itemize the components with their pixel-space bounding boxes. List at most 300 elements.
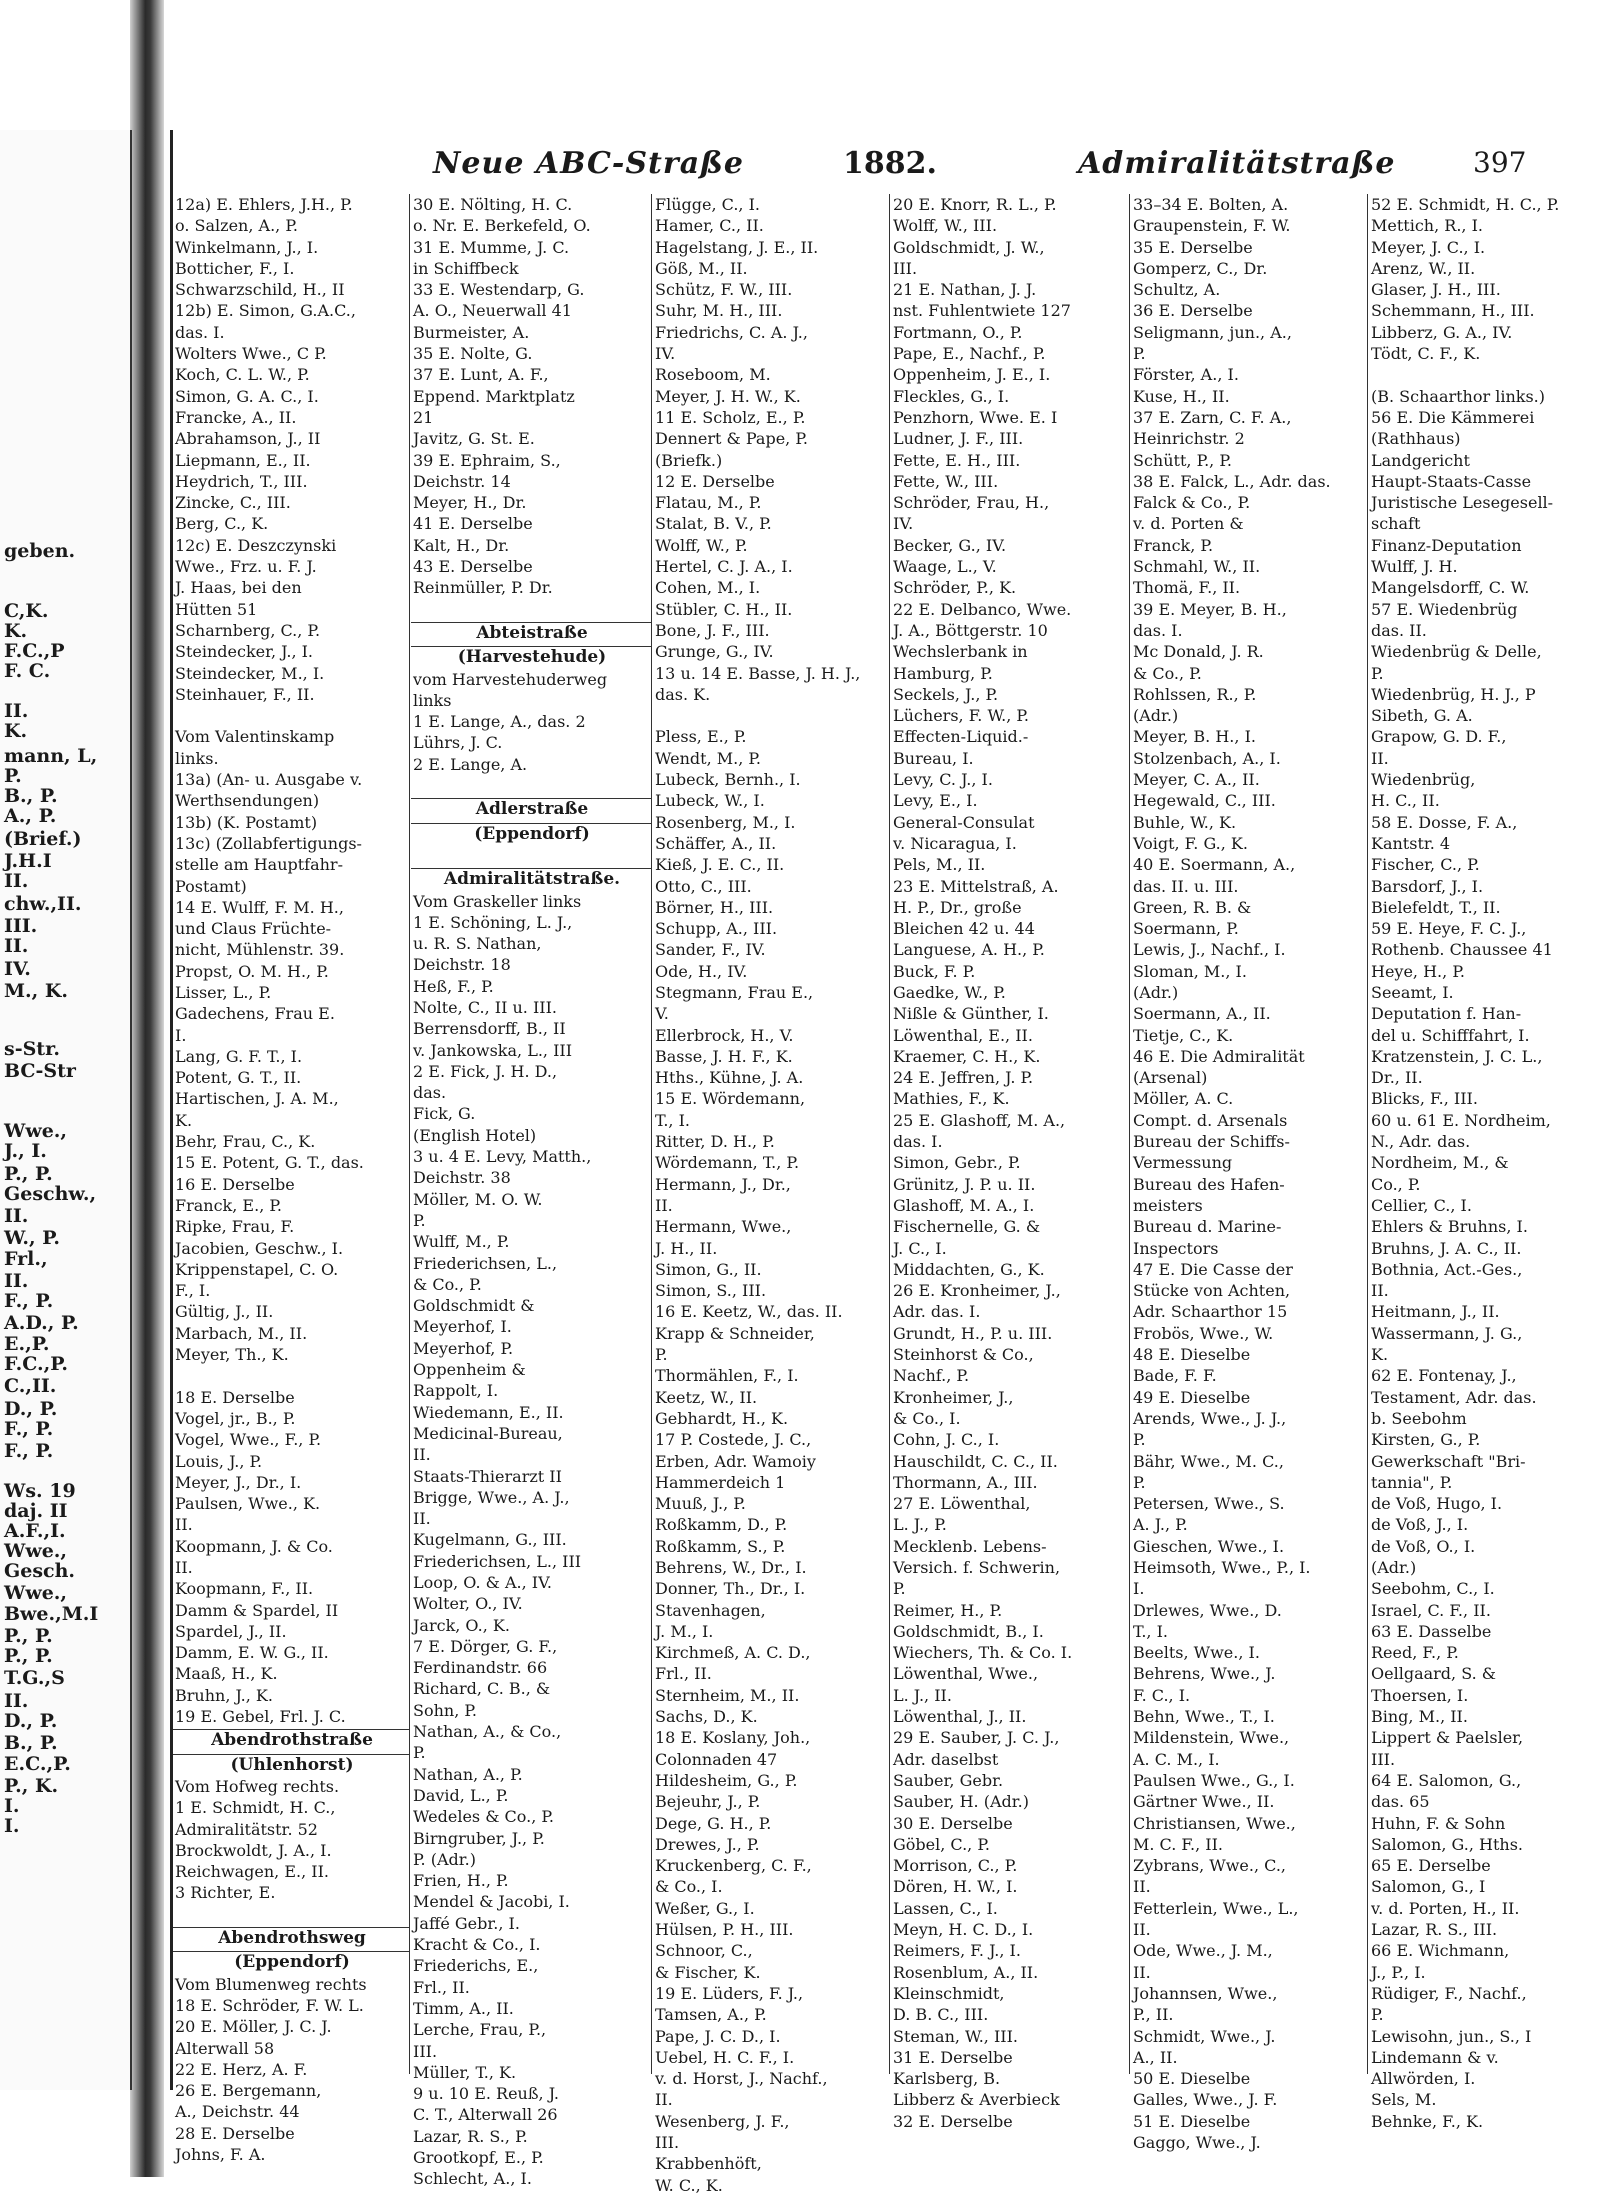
directory-entry: 36 E. Derselbe	[1133, 301, 1253, 321]
directory-entry: General-Consulat	[893, 812, 1035, 832]
directory-entry: Keetz, W., II.	[655, 1387, 758, 1407]
left-page-text: Wwe.,	[4, 1582, 68, 1604]
directory-entry: Hamburg, P.	[893, 663, 993, 683]
directory-entry: Gültig, J., II.	[175, 1302, 274, 1322]
directory-entry: Hartischen, J. A. M.,	[175, 1089, 339, 1109]
directory-entry: Möller, A. C.	[1133, 1089, 1234, 1109]
directory-entry: Wolff, W., III.	[893, 216, 998, 236]
directory-entry: das. 65	[1371, 1792, 1430, 1812]
directory-entry: Krapp & Schneider,	[655, 1323, 815, 1343]
directory-entry: Israel, C. F., II.	[1371, 1600, 1491, 1620]
directory-entry: Burmeister, A.	[413, 322, 530, 342]
directory-entry: Stübler, C. H., II.	[655, 599, 793, 619]
directory-entry: 31 E. Mumme, J. C.	[413, 237, 570, 257]
directory-entry: 21 E. Nathan, J. J.	[893, 280, 1037, 300]
directory-entry: Mecklenb. Lebens-	[893, 1536, 1047, 1556]
directory-entry: 31 E. Derselbe	[893, 2047, 1013, 2067]
directory-entry: 15 E. Wördemann,	[655, 1089, 806, 1109]
directory-entry: Fette, W., III.	[893, 471, 999, 491]
directory-entry: Heimsoth, Wwe., P., I.	[1133, 1558, 1311, 1577]
directory-entry: Winkelmann, J., I.	[175, 237, 319, 257]
directory-entry: & Fischer, K.	[655, 1962, 761, 1982]
directory-entry: 3 Richter, E.	[175, 1883, 276, 1903]
directory-entry: Wördemann, T., P.	[655, 1153, 800, 1173]
directory-entry: Vogel, Wwe., F., P.	[175, 1430, 322, 1450]
directory-entry: b. Seebohm	[1371, 1408, 1467, 1428]
directory-entry: Berrensdorff, B., II	[413, 1019, 566, 1039]
left-page-text: D., P.	[4, 1710, 58, 1732]
directory-entry: 22 E. Herz, A. F.	[175, 2059, 308, 2079]
left-page-text: P.	[4, 765, 22, 787]
directory-entry: Pels, M., II.	[893, 855, 986, 875]
directory-entry	[173, 1365, 409, 1386]
directory-entry: in Schiffbeck	[413, 258, 519, 278]
directory-entry: 58 E. Dosse, F. A.,	[1371, 812, 1518, 832]
directory-entry: V.	[655, 1004, 669, 1024]
directory-entry: 13a) (An- u. Ausgabe v.	[175, 770, 363, 790]
directory-entry: v. Nicaragua, I.	[893, 833, 1017, 853]
directory-entry: Lang, G. F. T., I.	[175, 1046, 303, 1066]
directory-entry: Green, R. B. &	[1133, 897, 1252, 917]
directory-entry: Hamer, C., II.	[655, 216, 764, 236]
directory-entry: 65 E. Derselbe	[1371, 1856, 1491, 1876]
directory-entry: Vom Graskeller links	[413, 891, 582, 911]
directory-entry: Simon, G. A. C., I.	[175, 386, 319, 406]
left-page-text: M., K.	[4, 980, 69, 1002]
directory-entry: Bone, J. F., III.	[655, 620, 770, 640]
directory-entry: Liepmann, E., II.	[175, 450, 311, 470]
directory-entry: Sloman, M., I.	[1133, 961, 1247, 981]
directory-entry: Göbel, C., P.	[893, 1834, 990, 1854]
directory-entry: Cohn, J. C., I.	[893, 1430, 1000, 1450]
directory-entry: Sibeth, G. A.	[1371, 706, 1473, 726]
directory-entry: Cellier, C., I.	[1371, 1195, 1472, 1215]
directory-entry: das. I.	[1133, 620, 1183, 640]
directory-entry: Marbach, M., II.	[175, 1323, 308, 1343]
directory-entry: (B. Schaarthor links.)	[1371, 386, 1545, 406]
directory-entry: Mathies, F., K.	[893, 1089, 1010, 1109]
directory-entry: Alterwall 58	[175, 2038, 275, 2058]
directory-entry: Bade, F. F.	[1133, 1366, 1217, 1386]
directory-entry: Erben, Adr. Wamoiy	[655, 1451, 816, 1471]
directory-entry: Goldschmidt, J. W.,	[893, 237, 1045, 257]
directory-entry: Nißle & Günther, I.	[893, 1004, 1049, 1024]
directory-entry: Hertel, C. J. A., I.	[655, 557, 793, 577]
directory-entry: links	[413, 690, 452, 710]
directory-entry: 3 u. 4 E. Levy, Matth.,	[413, 1147, 592, 1167]
directory-entry: Zincke, C., III.	[175, 493, 291, 513]
left-page-text: E.C.,P.	[4, 1753, 71, 1775]
page-number: 397	[1473, 146, 1527, 179]
directory-entry: (Adr.)	[1133, 706, 1179, 726]
directory-entry: Fetterlein, Wwe., L.,	[1133, 1898, 1299, 1918]
directory-entry: Beelts, Wwe., I.	[1133, 1643, 1260, 1663]
directory-entry: Dören, H. W., I.	[893, 1877, 1018, 1897]
directory-entry: Kratzenstein, J. C. L.,	[1371, 1046, 1543, 1066]
directory-entry: Heydrich, T., III.	[175, 471, 308, 491]
directory-entry: Koopmann, F., II.	[175, 1579, 314, 1599]
directory-entry: Arenz, W., II.	[1371, 258, 1476, 278]
left-page-text: P., K.	[4, 1775, 59, 1797]
directory-entry: Hegewald, C., III.	[1133, 791, 1276, 811]
directory-entry: Hermann, Wwe.,	[655, 1217, 792, 1237]
left-page-text: Frl.,	[4, 1248, 48, 1270]
directory-entry: Abendrothsweg	[173, 1927, 409, 1949]
directory-entry: 21	[413, 407, 434, 427]
left-page-text: P., P.	[4, 1625, 53, 1647]
directory-entry: Buhle, W., K.	[1133, 812, 1237, 832]
directory-entry: Nathan, A., & Co.,	[413, 1722, 562, 1742]
directory-entry: o. Nr. E. Berkefeld, O.	[413, 216, 591, 236]
directory-entry: Simon, G., II.	[655, 1259, 762, 1279]
directory-entry: 2 E. Lange, A.	[413, 754, 528, 774]
directory-entry: Francke, A., II.	[175, 407, 297, 427]
directory-entry: v. d. Horst, J., Nachf.,	[655, 2069, 828, 2089]
directory-entry: v. d. Porten &	[1133, 514, 1244, 534]
directory-entry: Waage, L., V.	[893, 557, 997, 577]
directory-entry: Compt. d. Arsenals	[1133, 1110, 1288, 1130]
left-page-text: s-Str.	[4, 1038, 60, 1060]
directory-entry: Ellerbrock, H., V.	[655, 1025, 794, 1045]
left-page-text: K.	[4, 620, 28, 642]
directory-entry: 33 E. Westendarp, G.	[413, 280, 585, 300]
left-page-text: Wwe.,	[4, 1540, 68, 1562]
directory-entry: 13 u. 14 E. Basse, J. H. J.,	[655, 663, 861, 683]
directory-entry: Schultz, A.	[1133, 280, 1221, 300]
directory-entry: 9 u. 10 E. Reuß, J.	[413, 2084, 559, 2104]
directory-entry: Steinhorst & Co.,	[893, 1345, 1034, 1365]
directory-entry: P.	[655, 1345, 668, 1365]
directory-entry: Pape, J. C. D., I.	[655, 2026, 781, 2046]
directory-entry: Meyerhof, P.	[413, 1338, 514, 1358]
directory-entry: II.	[1371, 1281, 1389, 1301]
directory-entry: Thoersen, I.	[1371, 1685, 1469, 1705]
directory-entry: Friederichs, E.,	[413, 1956, 539, 1976]
directory-entry: Soermann, P.	[1133, 919, 1239, 939]
directory-entry: Wiedenbrüg, H. J., P	[1371, 684, 1536, 704]
directory-entry: vom Harvestehuderweg	[413, 669, 608, 689]
directory-entry: Arends, Wwe., J. J.,	[1133, 1408, 1287, 1428]
directory-entry: Reed, F., P.	[1371, 1643, 1459, 1663]
directory-entry: W. C., K.	[655, 2175, 723, 2195]
directory-entry: 26 E. Bergemann,	[175, 2081, 322, 2101]
directory-entry: Wechslerbank in	[893, 642, 1028, 662]
directory-entry: III.	[413, 2041, 438, 2061]
directory-entry: 12 E. Derselbe	[655, 471, 775, 491]
directory-entry: II.	[1133, 1962, 1151, 1982]
directory-entry	[411, 775, 651, 796]
directory-entry: Förster, A., I.	[1133, 365, 1239, 385]
directory-entry: Propst, O. M. H., P.	[175, 961, 329, 981]
directory-entry: 15 E. Potent, G. T., das.	[175, 1153, 364, 1173]
directory-entry: Colonnaden 47	[655, 1749, 778, 1769]
directory-entry: IV.	[893, 514, 914, 534]
directory-entry: Karlsberg, B.	[893, 2069, 1001, 2089]
directory-entry: Damm, E. W. G., II.	[175, 1643, 329, 1663]
directory-entry: J. Haas, bei den	[175, 578, 302, 598]
directory-entry: Staats-Thierarzt II	[413, 1466, 562, 1486]
directory-entry: Huhn, F. & Sohn	[1371, 1813, 1506, 1833]
directory-entry: Schmidt, Wwe., J.	[1133, 2026, 1276, 2046]
directory-entry: Jacobien, Geschw., I.	[175, 1238, 344, 1258]
directory-entry: Roßkamm, D., P.	[655, 1515, 788, 1535]
directory-entry: Berg, C., K.	[175, 514, 269, 534]
directory-entry: 19 E. Gebel, Frl. J. C.	[175, 1707, 346, 1727]
directory-entry: Pape, E., Nachf., P.	[893, 344, 1046, 364]
directory-entry: 50 E. Dieselbe	[1133, 2069, 1251, 2089]
directory-entry: Gieschen, Wwe., I.	[1133, 1536, 1285, 1556]
directory-entry: Bureau, I.	[893, 748, 974, 768]
directory-entry: A., II.	[1133, 2047, 1178, 2067]
directory-entry: Schlecht, A., I.	[413, 2169, 532, 2189]
directory-entry: Haupt-Staats-Casse	[1371, 471, 1532, 491]
directory-entry: Postamt)	[175, 876, 247, 896]
directory-entry: Co., P.	[1371, 1174, 1421, 1194]
directory-entry: Brigge, Wwe., A. J.,	[413, 1487, 570, 1507]
directory-entry: L. J., II.	[893, 1685, 952, 1705]
directory-entry: Lerche, Frau, P.,	[413, 2020, 547, 2040]
directory-entry: Libberz & Averbieck	[893, 2090, 1060, 2110]
directory-entry: Stavenhagen,	[655, 1600, 766, 1620]
directory-entry: 24 E. Jeffren, J. P.	[893, 1068, 1034, 1088]
directory-entry: Oppenheim &	[413, 1360, 526, 1380]
directory-entry: 12a) E. Ehlers, J.H., P.	[175, 195, 353, 214]
directory-entry: Friedrichs, C. A. J.,	[655, 322, 808, 342]
directory-entry: 37 E. Lunt, A. F.,	[413, 365, 549, 385]
directory-entry: Frl., II.	[413, 1977, 470, 1997]
left-page-text: F., P.	[4, 1290, 54, 1312]
directory-entry: Lisser, L., P.	[175, 982, 272, 1002]
directory-entry: Potent, G. T., II.	[175, 1068, 302, 1088]
directory-entry: Vermessung	[1133, 1153, 1233, 1173]
directory-entry: & Co., P.	[413, 1274, 482, 1294]
directory-entry: II.	[175, 1515, 193, 1535]
directory-entry: Hildesheim, G., P.	[655, 1770, 798, 1790]
directory-entry: Nordheim, M., &	[1371, 1153, 1509, 1173]
header-left-street: Neue ABC-Straße	[433, 146, 745, 181]
directory-entry: Finanz-Deputation	[1371, 535, 1522, 555]
directory-entry: Rothenb. Chaussee 41	[1371, 940, 1553, 960]
directory-entry: 19 E. Lüders, F. J.,	[655, 1983, 804, 2003]
directory-entry: P.	[1133, 1430, 1146, 1450]
directory-entry: Middachten, G., K.	[893, 1259, 1045, 1279]
directory-entry: 1 E. Schöning, L. J.,	[413, 912, 573, 932]
directory-entry: Steindecker, M., I.	[175, 663, 325, 683]
directory-entry: I.	[175, 1025, 187, 1045]
directory-entry: Bleichen 42 u. 44	[893, 919, 1035, 939]
directory-entry: Dr., II.	[1371, 1068, 1423, 1088]
directory-entry: Friederichsen, L., III	[413, 1551, 582, 1571]
directory-entry: Glashoff, M. A., I.	[893, 1195, 1035, 1215]
directory-entry: Donner, Th., Dr., I.	[655, 1579, 806, 1599]
left-page-text: F.C.,P.	[4, 1353, 68, 1375]
directory-entry: Kalt, H., Dr.	[413, 535, 510, 555]
directory-entry: L. J., P.	[893, 1515, 947, 1535]
directory-entry: Damm & Spardel, II	[175, 1600, 339, 1620]
directory-entry: 12b) E. Simon, G.A.C.,	[175, 301, 356, 321]
directory-entry: II.	[1133, 1920, 1151, 1940]
directory-entry: Sachs, D., K.	[655, 1707, 758, 1727]
directory-entry: 1 E. Lange, A., das. 2	[413, 712, 586, 732]
directory-entry: Bejeuhr, J., P.	[655, 1792, 761, 1812]
directory-entry: Wiedenbrüg & Delle,	[1371, 642, 1542, 662]
directory-entry: Steinhauer, F., II.	[175, 684, 315, 704]
directory-entry: D. B. C., III.	[893, 2005, 989, 2025]
directory-entry: Petersen, Wwe., S.	[1133, 1494, 1285, 1514]
column-6	[1369, 194, 1593, 2131]
directory-entry	[173, 1904, 409, 1925]
directory-entry: Testament, Adr. das.	[1371, 1387, 1537, 1407]
directory-entry: Krabbenhöft,	[655, 2154, 762, 2174]
directory-entry: 16 E. Derselbe	[175, 1174, 295, 1194]
directory-entry: tannia", P.	[1371, 1472, 1453, 1492]
left-page-text: chw.,II.	[4, 893, 82, 915]
directory-entry: Levy, E., I.	[893, 791, 978, 811]
directory-entry: P.	[413, 1210, 426, 1230]
directory-entry: Mildenstein, Wwe.,	[1133, 1728, 1290, 1748]
directory-entry: Thomä, F., II.	[1133, 578, 1241, 598]
directory-entry: Salomon, G., I	[1371, 1877, 1486, 1897]
directory-entry: 32 E. Derselbe	[893, 2111, 1013, 2131]
directory-entry: 35 E. Nolte, G.	[413, 344, 533, 364]
left-page-text: D., P.	[4, 1398, 58, 1420]
directory-entry: Levy, C. J., I.	[893, 770, 993, 790]
directory-entry: J. A., Böttgerstr. 10	[893, 620, 1048, 640]
directory-entry: Johannsen, Wwe.,	[1133, 1983, 1278, 2003]
directory-entry: Javitz, G. St. E.	[413, 429, 535, 449]
directory-entry: Kuse, H., II.	[1133, 386, 1230, 406]
directory-entry: Flatau, M., P.	[655, 493, 762, 513]
directory-entry: Wolter, O., IV.	[413, 1594, 523, 1614]
directory-entry: Schnoor, C.,	[655, 1941, 753, 1961]
left-page-text: II.	[4, 935, 29, 957]
directory-entry: T., I.	[1133, 1621, 1168, 1641]
directory-entry: Thormann, A., III.	[893, 1472, 1038, 1492]
directory-entry: Löwenthal, E., II.	[893, 1025, 1033, 1045]
directory-entry: Behrens, Wwe., J.	[1133, 1664, 1276, 1684]
left-page-text: I.	[4, 1795, 20, 1817]
directory-entry: Loop, O. & A., IV.	[413, 1573, 552, 1592]
directory-entry: J., P., I.	[1371, 1962, 1426, 1982]
directory-entry: Adr. Schaarthor 15	[1133, 1302, 1288, 1322]
directory-entry: Tietje, C., K.	[1133, 1025, 1234, 1045]
directory-entry: Hths., Kühne, J. A.	[655, 1068, 804, 1088]
left-page-text: daj. II	[4, 1500, 68, 1522]
directory-entry: 18 E. Koslany, Joh.,	[655, 1728, 811, 1748]
directory-entry: Morrison, C., P.	[893, 1856, 1018, 1876]
directory-entry: Schupp, A., III.	[655, 919, 778, 939]
directory-entry: F. C., I.	[1133, 1685, 1191, 1705]
directory-entry: Deputation f. Han-	[1371, 1004, 1522, 1024]
directory-entry: Becker, G., IV.	[893, 535, 1007, 555]
left-page-text: Ws. 19	[4, 1480, 76, 1502]
directory-entry: I.	[1133, 1579, 1145, 1599]
directory-entry: Fortmann, O., P.	[893, 322, 1023, 342]
directory-entry: Schwarzschild, H., II	[175, 280, 345, 300]
directory-entry: Schröder, P., K.	[893, 578, 1017, 598]
directory-entry: III.	[655, 2133, 680, 2153]
directory-entry: Rosenblum, A., II.	[893, 1962, 1039, 1982]
directory-entry: 33–34 E. Bolten, A.	[1133, 195, 1289, 214]
directory-entry: K.	[175, 1110, 193, 1130]
directory-entry: P.	[1371, 2005, 1384, 2025]
directory-entry: Möller, M. O. W.	[413, 1189, 543, 1209]
column-3	[653, 194, 890, 2195]
directory-entry: Simon, Gebr., P.	[893, 1153, 1021, 1173]
directory-entry: Allwörden, I.	[1371, 2069, 1476, 2089]
directory-entry: Oppenheim, J. E., I.	[893, 365, 1051, 385]
directory-entry: Reichwagen, E., II.	[175, 1862, 329, 1882]
directory-entry: Meyn, H. C. D., I.	[893, 1920, 1034, 1940]
directory-entry: Vom Blumenweg rechts	[175, 1974, 367, 1994]
directory-entry: K.	[1371, 1345, 1389, 1365]
directory-entry: 18 E. Schröder, F. W. L.	[175, 1995, 364, 2015]
directory-entry: A. O., Neuerwall 41	[413, 301, 572, 321]
directory-entry: Grootkopf, E., P.	[413, 2148, 544, 2168]
directory-entry: Wolff, W., P.	[655, 535, 748, 555]
directory-entry: Admiralitätstr. 52	[175, 1819, 318, 1839]
left-page-text: A.D., P.	[4, 1312, 79, 1334]
directory-entry: Abendrothstraße	[173, 1729, 409, 1751]
directory-entry: Bing, M., II.	[1371, 1707, 1468, 1727]
directory-entry: Kronheimer, J.,	[893, 1387, 1014, 1407]
directory-entry: Flügge, C., I.	[655, 195, 760, 214]
left-page-text: F., P.	[4, 1418, 54, 1440]
directory-entry: Inspectors	[1133, 1238, 1219, 1258]
directory-entry: Meyer, J., Dr., I.	[175, 1472, 302, 1492]
book-spine	[130, 0, 164, 2177]
directory-entry: Penzhorn, Wwe. E. I	[893, 407, 1058, 427]
directory-entry: P.	[1133, 1472, 1146, 1492]
directory-entry: Rappolt, I.	[413, 1381, 499, 1401]
directory-entry: Gaedke, W., P.	[893, 982, 1006, 1002]
directory-entry: II.	[1133, 1877, 1151, 1897]
directory-entry: III.	[893, 258, 918, 278]
directory-entry: Stücke von Achten,	[1133, 1281, 1291, 1301]
directory-entry: o. Salzen, A., P.	[175, 216, 298, 236]
directory-entry: M. C. F., II.	[1133, 1834, 1223, 1854]
directory-entry: 23 E. Mittelstraß, A.	[893, 876, 1059, 896]
directory-entry: Blicks, F., III.	[1371, 1089, 1478, 1109]
left-page-text: mann, L,	[4, 745, 98, 767]
directory-entry: A. C. M., I.	[1133, 1749, 1220, 1769]
directory-entry: Heinrichstr. 2	[1133, 429, 1245, 449]
directory-entry: u. R. S. Nathan,	[413, 934, 542, 954]
directory-entry: Schmahl, W., II.	[1133, 557, 1261, 577]
directory-entry: Gewerkschaft "Bri-	[1371, 1451, 1526, 1471]
directory-entry: Ferdinandstr. 66	[413, 1658, 548, 1678]
directory-entry: Mendel & Jacobi, I.	[413, 1892, 570, 1912]
directory-entry: J. H., II.	[655, 1238, 718, 1258]
directory-entry: Börner, H., III.	[655, 897, 774, 917]
directory-entry: Otto, C., III.	[655, 876, 752, 896]
directory-entry: Fischer, C., P.	[1371, 855, 1480, 875]
column-2	[411, 194, 652, 2189]
directory-entry: Heye, H., P.	[1371, 961, 1465, 981]
directory-entry: Grünitz, J. P. u. II.	[893, 1174, 1036, 1194]
left-page-text: T.G.,S	[4, 1667, 65, 1689]
directory-entry: (Harvestehude)	[411, 646, 651, 668]
directory-entry: Meyer, Th., K.	[175, 1345, 289, 1365]
directory-entry: 35 E. Derselbe	[1133, 237, 1253, 257]
directory-entry: (Uhlenhorst)	[173, 1754, 409, 1776]
directory-entry: Rüdiger, F., Nachf.,	[1371, 1983, 1527, 2003]
directory-entry: Juristische Lesegesell-	[1371, 493, 1554, 513]
left-page-text: B., P.	[4, 785, 58, 807]
directory-entry: 14 E. Wulff, F. M. H.,	[175, 897, 344, 917]
directory-entry: Koch, C. L. W., P.	[175, 365, 310, 385]
directory-entry: 12c) E. Deszczynski	[175, 535, 337, 555]
